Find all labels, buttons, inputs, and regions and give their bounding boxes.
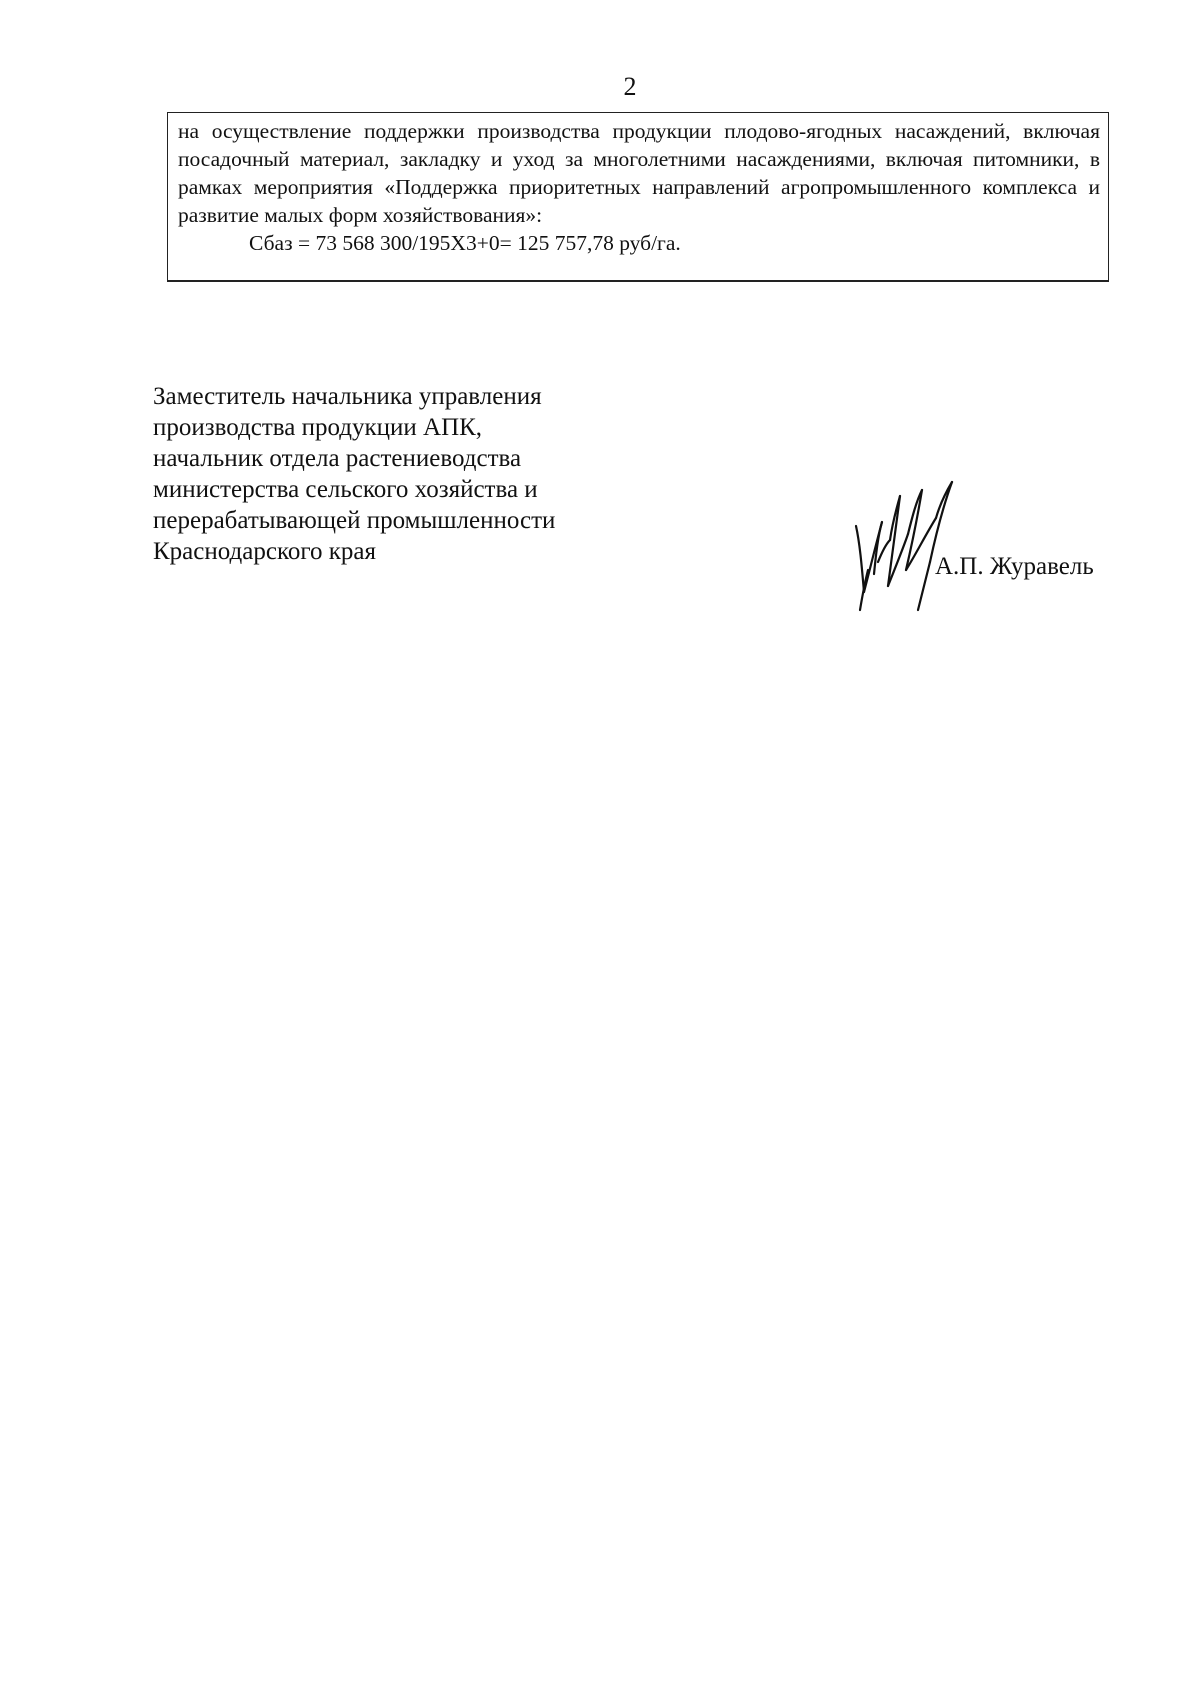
signatory-line: министерства сельского хозяйства и bbox=[153, 476, 538, 503]
formula: Сбаз = 73 568 300/195Х3+0= 125 757,78 руб/га. bbox=[249, 231, 681, 255]
cell-paragraph bbox=[178, 117, 1100, 229]
signatory-line: перерабатывающей промышленности bbox=[153, 507, 556, 534]
signatory-block bbox=[153, 381, 713, 567]
table-cell bbox=[167, 112, 1109, 282]
paragraph-text: на осуществление поддержки производства продукции плодово-ягодных насаждений, включая посадочный материал, закладку и уход за многолетними насаждениями, включая питомники, в рамках мероприятия «Поддержка приоритетных направлений агропромышленного комплекса и развитие малых форм хозяйствования»: bbox=[178, 119, 1100, 227]
signature-icon bbox=[852, 474, 962, 614]
signatory-line: начальник отдела растениеводства bbox=[153, 445, 522, 472]
signer-name: А.П. Журавель bbox=[935, 553, 1094, 580]
signatory-line: производства продукции АПК, bbox=[153, 414, 483, 441]
signatory-line: Краснодарского края bbox=[153, 538, 376, 565]
signatory-line: Заместитель начальника управления bbox=[153, 383, 542, 410]
page-number: 2 bbox=[623, 72, 637, 101]
